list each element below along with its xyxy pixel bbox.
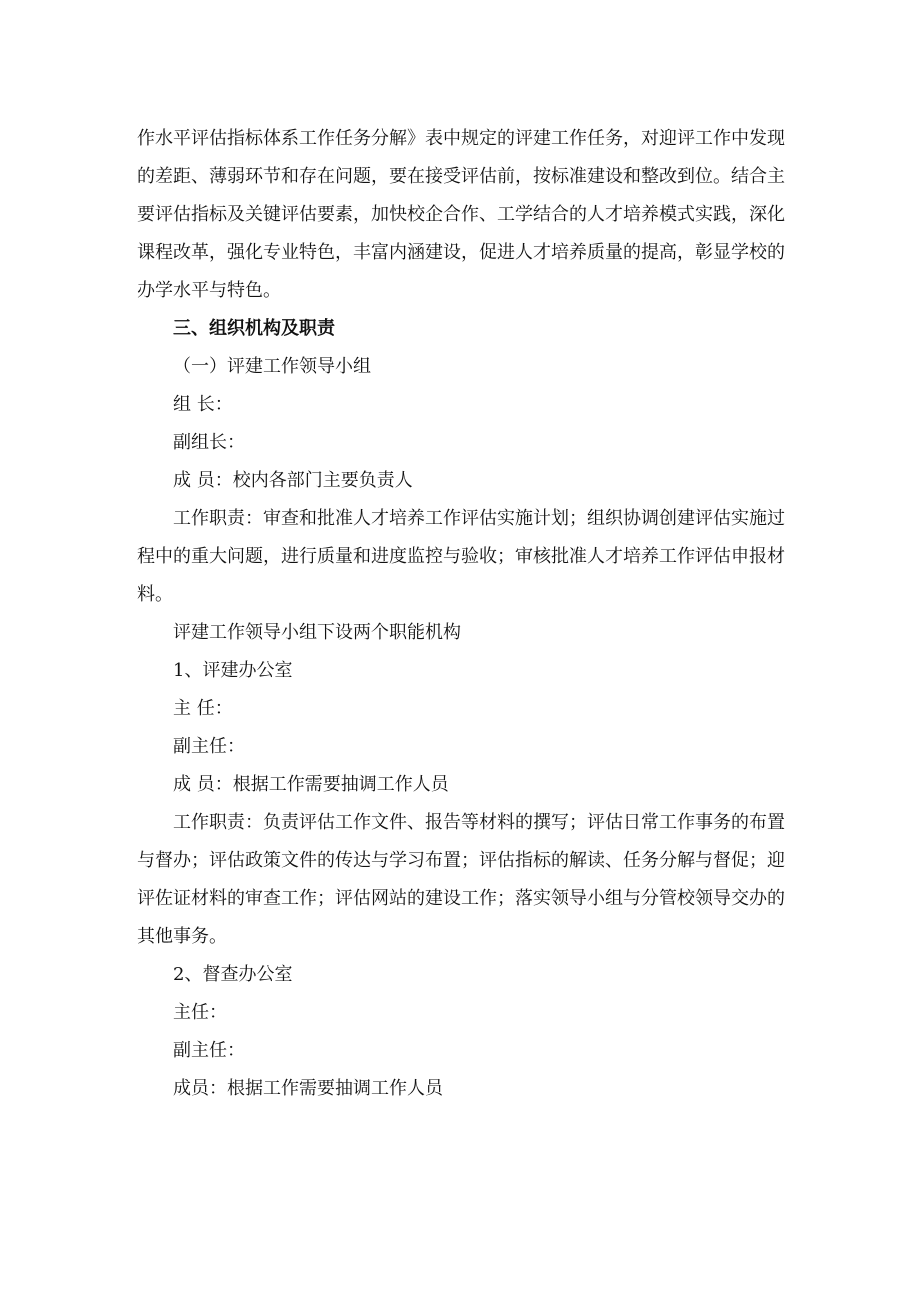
- evaluation-office-duties: 工作职责：负责评估工作文件、报告等材料的撰写；评估日常工作事务的布置与督办；评估政策文件的传达与学习布置；评估指标的解读、任务分解与督促；迎评佐证材料的审查工作；评估网站的建设工作；落实领导小组与分管校领导交办的其他事务。: [137, 812, 785, 947]
- supervision-office-deputy-director: 副主任：: [173, 1040, 245, 1061]
- supervision-office-heading: 2、督查办公室: [173, 964, 293, 985]
- section-heading-organization: 三、组织机构及职责: [173, 318, 335, 339]
- functional-bodies-intro: 评建工作领导小组下设两个职能机构: [173, 622, 461, 643]
- leading-group-members: 成 员：校内各部门主要负责人: [173, 470, 413, 491]
- leading-group-deputy-leader: 副组长：: [173, 432, 245, 453]
- leading-group-leader: 组 长：: [173, 394, 233, 415]
- subsection-heading-leading-group: （一）评建工作领导小组: [173, 356, 371, 377]
- leading-group-duties: 工作职责：审查和批准人才培养工作评估实施计划；组织协调创建评估实施过程中的重大问题，进行质量和进度监控与验收；审核批准人才培养工作评估申报材料。: [137, 508, 785, 605]
- paragraph-continuation: 作水平评估指标体系工作任务分解》表中规定的评建工作任务，对迎评工作中发现的差距、薄弱环节和存在问题，要在接受评估前，按标准建设和整改到位。结合主要评估指标及关键评估要素，加快校企合作、工学结合的人才培养模式实践，深化课程改革，强化专业特色，丰富内涵建设，促进人才培养质量的提高，彰显学校的办学水平与特色。: [137, 128, 785, 301]
- document-body: [137, 120, 785, 1108]
- supervision-office-members: 成员：根据工作需要抽调工作人员: [173, 1078, 443, 1099]
- evaluation-office-heading: 1、评建办公室: [173, 660, 293, 681]
- evaluation-office-members: 成 员：根据工作需要抽调工作人员: [173, 774, 449, 795]
- supervision-office-director: 主任：: [173, 1002, 227, 1023]
- evaluation-office-deputy-director: 副主任：: [173, 736, 245, 757]
- evaluation-office-director: 主 任：: [173, 698, 233, 719]
